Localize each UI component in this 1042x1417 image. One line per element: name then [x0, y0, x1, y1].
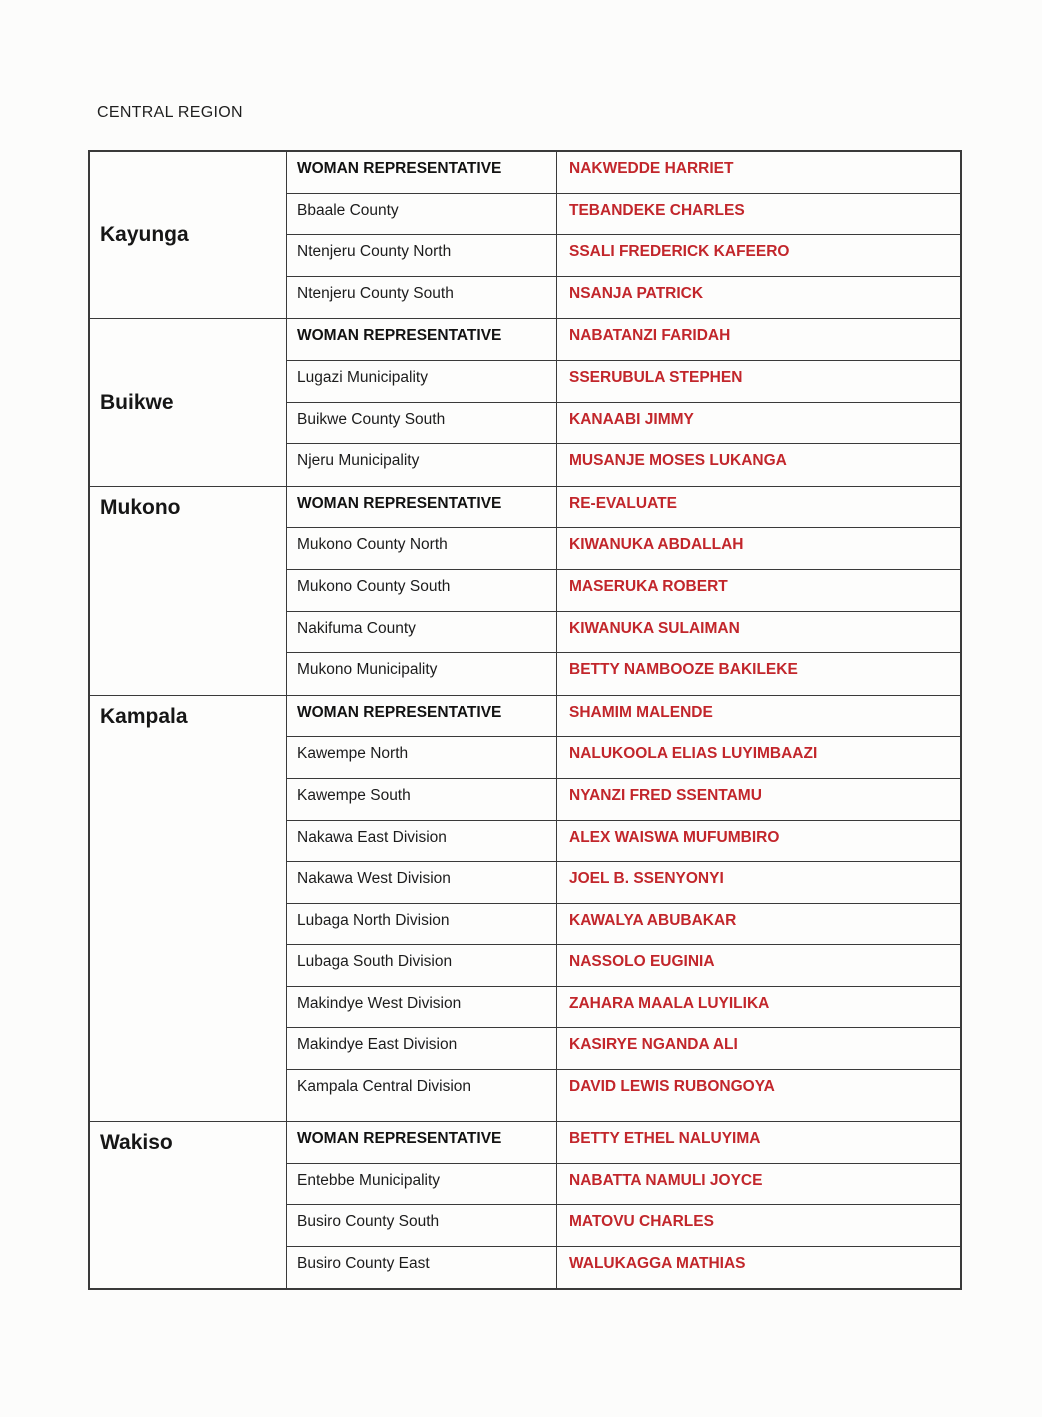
constituency-cell: WOMAN REPRESENTATIVE: [287, 152, 557, 193]
representative-name-cell: NAKWEDDE HARRIET: [569, 160, 734, 177]
representative-name-cell: NASSOLO EUGINIA: [569, 953, 715, 971]
representative-name-cell: DAVID LEWIS RUBONGOYA: [569, 1078, 775, 1096]
region-section-kayunga: [90, 152, 960, 319]
representative-name-cell: WALUKAGGA MATHIAS: [569, 1254, 746, 1272]
region-cell: Kampala: [90, 696, 287, 1121]
region-section-wakiso: [90, 1122, 960, 1288]
table-row: [287, 862, 960, 904]
representative-name-cell: NYANZI FRED SSENTAMU: [569, 786, 762, 804]
table-row: [287, 1070, 960, 1121]
table-row: [287, 277, 960, 319]
region-cell: Buikwe: [90, 319, 287, 485]
table-row: [287, 1028, 960, 1070]
table-row: [287, 319, 960, 361]
representative-name-cell: SSERUBULA STEPHEN: [569, 368, 743, 386]
table-row: [287, 904, 960, 946]
representative-name-cell: ALEX WAISWA MUFUMBIRO: [569, 828, 780, 846]
constituency-cell: WOMAN REPRESENTATIVE: [287, 319, 557, 360]
section-rows: [287, 487, 960, 695]
region-section-buikwe: [90, 319, 960, 486]
representative-name-cell: SHAMIM MALENDE: [569, 703, 713, 721]
region-cell: Kayunga: [90, 152, 287, 318]
region-cell: Mukono: [90, 487, 287, 695]
constituency-cell: WOMAN REPRESENTATIVE: [287, 696, 557, 737]
table-row: [287, 152, 960, 194]
constituency-cell: Entebbe Municipality: [287, 1164, 557, 1205]
constituency-cell: Kawempe South: [287, 779, 557, 820]
constituency-cell: Ntenjeru County South: [287, 277, 557, 319]
representative-name-cell: NABATTA NAMULI JOYCE: [569, 1171, 763, 1189]
representative-name-cell: TEBANDEKE CHARLES: [569, 201, 745, 219]
representative-name-cell: KAWALYA ABUBAKAR: [569, 911, 737, 929]
table-row: [287, 361, 960, 403]
constituency-cell: Mukono County South: [287, 570, 557, 611]
table-row: [287, 444, 960, 486]
constituency-cell: Lubaga North Division: [287, 904, 557, 945]
representative-name-cell: KIWANUKA SULAIMAN: [569, 619, 740, 637]
table-row: [287, 821, 960, 863]
constituency-cell: Ntenjeru County North: [287, 235, 557, 276]
constituency-cell: Makindye West Division: [287, 987, 557, 1028]
table-row: [287, 612, 960, 654]
table-row: [287, 1164, 960, 1206]
representative-name-cell: BETTY NAMBOOZE BAKILEKE: [569, 661, 798, 679]
representative-name-cell: BETTY ETHEL NALUYIMA: [569, 1130, 761, 1148]
region-section-kampala: [90, 696, 960, 1122]
section-rows: [287, 696, 960, 1121]
representative-name-cell: MATOVU CHARLES: [569, 1213, 714, 1231]
representative-name-cell: KANAABI JIMMY: [569, 410, 694, 428]
table-row: [287, 570, 960, 612]
constituency-cell: Kampala Central Division: [287, 1070, 557, 1121]
representative-name-cell: MUSANJE MOSES LUKANGA: [569, 452, 787, 470]
representative-name-cell: KIWANUKA ABDALLAH: [569, 536, 744, 554]
representative-name-cell: NSANJA PATRICK: [569, 284, 704, 302]
region-cell: Wakiso: [90, 1122, 287, 1288]
representative-name-cell: RE-EVALUATE: [569, 494, 677, 512]
representative-name-cell: SSALI FREDERICK KAFEERO: [569, 243, 790, 261]
constituency-cell: Nakawa West Division: [287, 862, 557, 903]
constituency-cell: Mukono County North: [287, 528, 557, 569]
constituency-cell: Nakifuma County: [287, 612, 557, 653]
table-row: [287, 487, 960, 529]
constituency-cell: Makindye East Division: [287, 1028, 557, 1069]
table-row: [287, 194, 960, 236]
constituency-cell: WOMAN REPRESENTATIVE: [287, 487, 557, 528]
constituency-cell: Bbaale County: [287, 194, 557, 235]
representative-name-cell: KASIRYE NGANDA ALI: [569, 1036, 738, 1054]
section-rows: [287, 152, 960, 318]
constituency-cell: Kawempe North: [287, 737, 557, 778]
section-rows: [287, 1122, 960, 1288]
table-row: [287, 653, 960, 695]
constituency-cell: Lubaga South Division: [287, 945, 557, 986]
constituency-cell: Njeru Municipality: [287, 444, 557, 486]
representative-name-cell: ZAHARA MAALA LUYILIKA: [569, 994, 770, 1012]
constituency-cell: Busiro County East: [287, 1247, 557, 1289]
representative-name-cell: NALUKOOLA ELIAS LUYIMBAAZI: [569, 745, 818, 763]
constituency-cell: WOMAN REPRESENTATIVE: [287, 1122, 557, 1163]
table-row: [287, 528, 960, 570]
table-row: [287, 403, 960, 445]
table-row: [287, 696, 960, 738]
constituency-cell: Lugazi Municipality: [287, 361, 557, 402]
constituency-cell: Mukono Municipality: [287, 653, 557, 695]
region-section-mukono: [90, 487, 960, 696]
constituency-cell: Busiro County South: [287, 1205, 557, 1246]
table-row: [287, 779, 960, 821]
page-title: CENTRAL REGION: [97, 104, 243, 121]
table-row: [287, 235, 960, 277]
table-row: [287, 1122, 960, 1164]
table-row: [287, 1205, 960, 1247]
table-row: [287, 737, 960, 779]
representatives-table: [88, 150, 962, 1290]
table-row: [287, 987, 960, 1029]
constituency-cell: Buikwe County South: [287, 403, 557, 444]
representative-name-cell: JOEL B. SSENYONYI: [569, 870, 724, 888]
representative-name-cell: NABATANZI FARIDAH: [569, 327, 731, 345]
table-row: [287, 1247, 960, 1289]
section-rows: [287, 319, 960, 485]
table-row: [287, 945, 960, 987]
representative-name-cell: MASERUKA ROBERT: [569, 577, 728, 595]
constituency-cell: Nakawa East Division: [287, 821, 557, 862]
